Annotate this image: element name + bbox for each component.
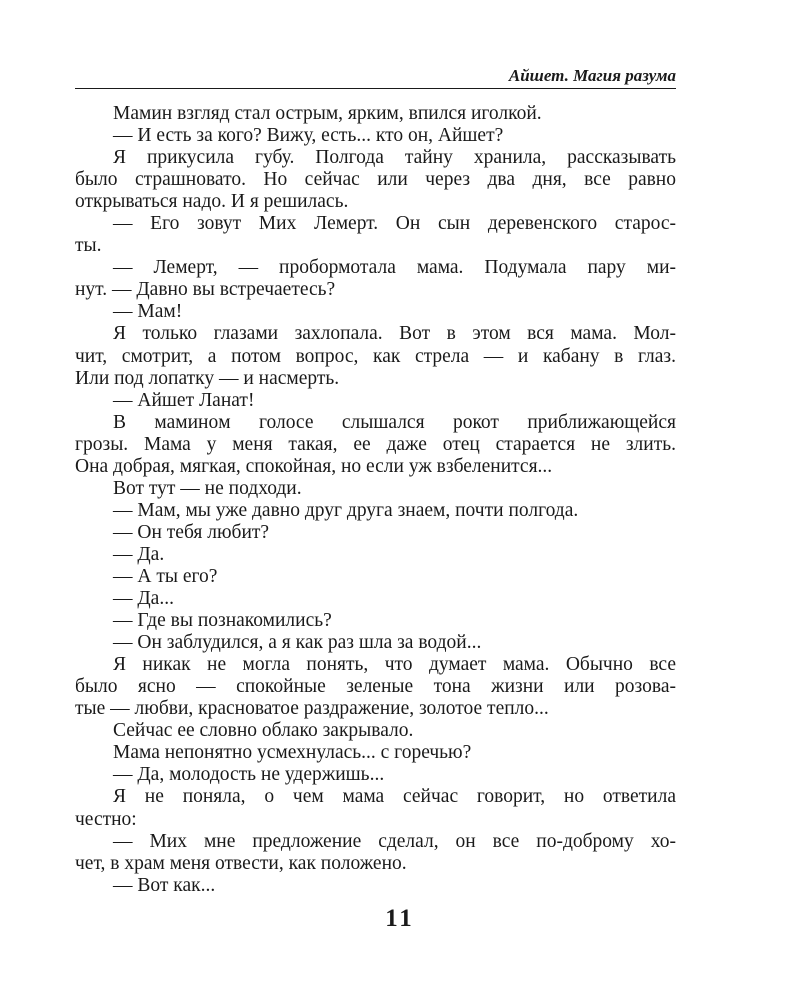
text-line: Она добрая, мягкая, спокойная, но если уж взбеленится... xyxy=(75,455,553,477)
text-line: Вот тут — не подходи. xyxy=(113,477,302,499)
text-line: — А ты его? xyxy=(113,565,218,587)
text-line: — Он заблудился, а я как раз шла за водой... xyxy=(113,632,482,654)
text-line: чет, в храм меня отвести, как положено. xyxy=(75,852,407,874)
running-title: Айшет. Магия разума xyxy=(508,66,676,85)
text-line: чит, смотрит, а потом вопрос, как стрела — и кабану в глаз. xyxy=(75,345,676,367)
text-line: — Да. xyxy=(113,543,165,565)
text-line: — Да, молодость не удержишь... xyxy=(113,764,385,786)
text-line: честно: xyxy=(75,808,137,830)
page-number: 11 xyxy=(385,905,415,932)
text-line: В маминoм голосе слышался рокот приближающейся xyxy=(113,411,676,433)
text-line: было страшновато. Но сейчас или через два дня, все равно xyxy=(75,169,676,191)
text-line: ты. xyxy=(75,235,102,257)
text-line: — Его зовут Мих Лемерт. Он сын деревенского старос- xyxy=(113,213,676,235)
text-line: — Лемерт, — пробормотала мама. Подумала пару ми- xyxy=(113,257,676,279)
page-body xyxy=(75,103,676,897)
text-line: — И есть за кого? Вижу, есть... кто он, Айшет? xyxy=(113,125,504,147)
text-line: Или под лопатку — и насмерть. xyxy=(75,367,340,389)
text-line: было ясно — спокойные зеленые тона жизни или розова- xyxy=(75,676,676,698)
text-line: Я прикусила губу. Полгода тайну хранила, рассказывать xyxy=(113,147,676,169)
text-line: — Мам! xyxy=(113,301,183,323)
text-line: тые — любви, красноватое раздражение, золотое тепло... xyxy=(75,698,549,720)
text-line: — Айшет Ланат! xyxy=(113,389,255,411)
text-line: Я не поняла, о чем мама сейчас говорит, но ответила xyxy=(113,786,676,808)
text-line: Мамин взгляд стал острым, ярким, впился иголкой. xyxy=(113,103,542,124)
text-line: — Вот как... xyxy=(113,874,216,896)
text-line: — Он тебя любит? xyxy=(113,521,270,543)
text-line: грозы. Мама у меня такая, ее даже отец старается не злить. xyxy=(75,433,676,455)
text-line: Я только глазами захлопала. Вот в этом вся мама. Мол- xyxy=(113,323,676,345)
text-line: — Да... xyxy=(113,588,174,610)
running-head xyxy=(75,66,676,89)
text-line: Мама непонятно усмехнулась... с горечью? xyxy=(113,742,472,764)
text-line: Я никак не могла понять, что думает мама. Обычно все xyxy=(113,654,676,676)
text-line: нут. — Давно вы встречаетесь? xyxy=(75,279,336,301)
text-line: — Мих мне предложение сделал, он все по-доброму хо- xyxy=(113,830,676,852)
text-line: — Мам, мы уже давно друг друга знаем, почти полгода. xyxy=(113,499,579,521)
text-line: — Где вы познакомились? xyxy=(113,610,332,632)
text-line: Сейчас ее словно облако закрывало. xyxy=(113,720,414,742)
text-line: открываться надо. И я решилась. xyxy=(75,191,349,213)
